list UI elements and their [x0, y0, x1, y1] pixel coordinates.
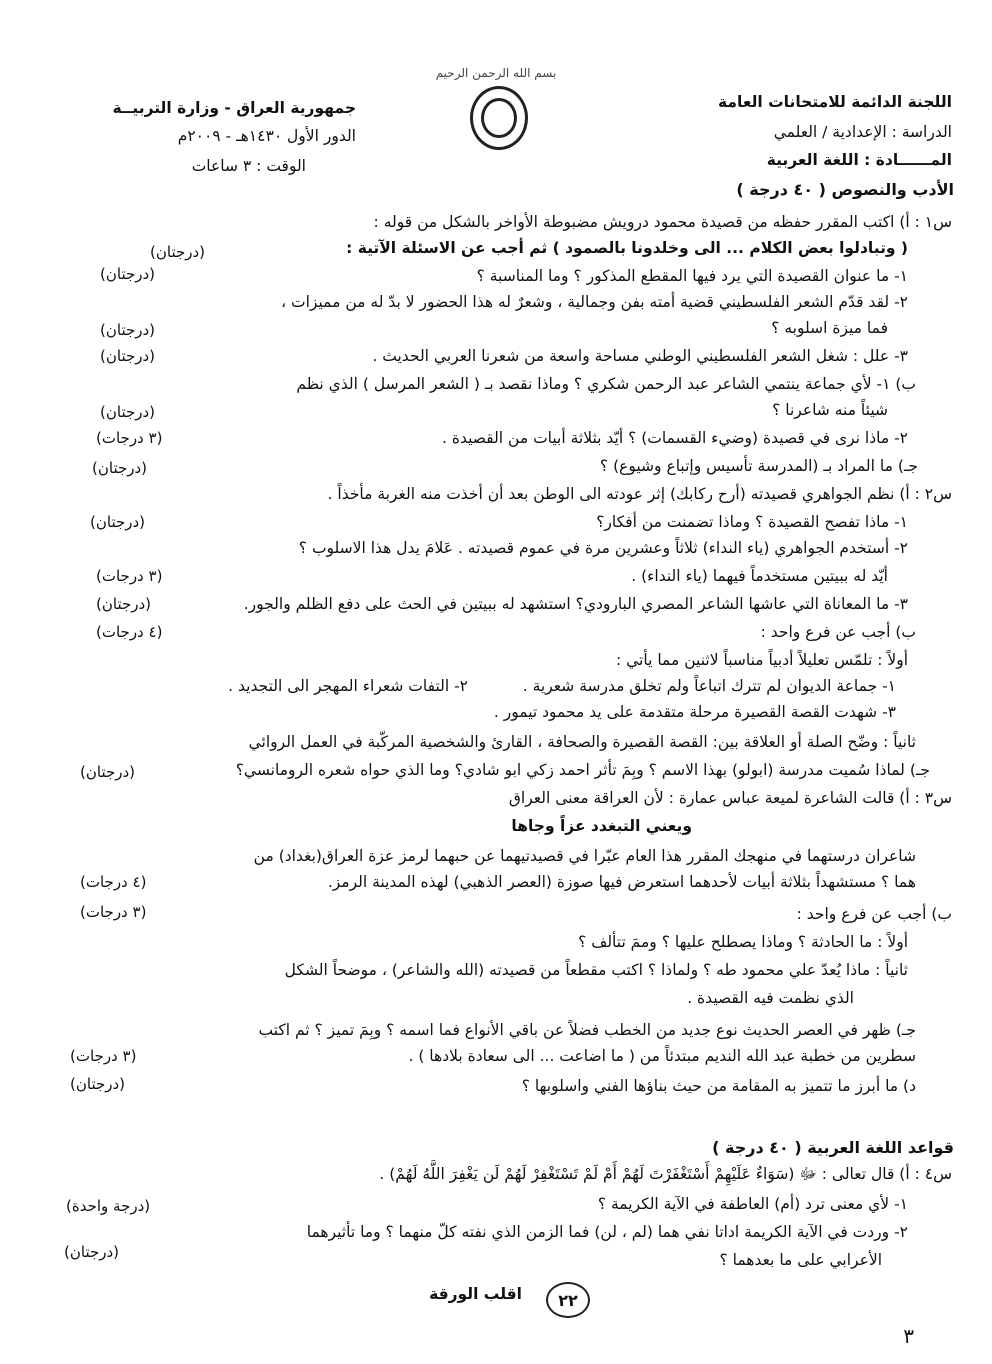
header-right-line-3: المــــــادة : اللغة العربية: [766, 151, 952, 169]
mark: (٤ درجات): [96, 623, 163, 641]
q2-a-2-cont: أيّد له ببيتين مستخدماً فيهما (ياء النداء) .: [631, 567, 888, 585]
q1-a-1: ١- ما عنوان القصيدة التي يرد فيها المقطع المذكور ؟ وما المناسبة ؟: [476, 267, 908, 285]
mark: (درجتان): [100, 347, 156, 365]
mark: (٣ درجات): [96, 567, 163, 585]
q1-b-1: ب) ١- لأي جماعة ينتمي الشاعر عبد الرحمن شكري ؟ وماذا نقصد بـ ( الشعر المرسل ) الذي نظم: [296, 375, 916, 393]
circled-number: [546, 1282, 590, 1318]
header-left-line-1: جمهورية العراق - وزارة التربيــة: [112, 99, 356, 117]
q1-a-3: ٣- علل : شغل الشعر الفلسطيني الوطني مساحة واسعة من شعرنا العربي الحديث .: [372, 347, 908, 365]
q2-b-first: أولاً : تلمّس تعليلاً أدبياً مناسباً لاثنين مما يأتي :: [615, 651, 908, 669]
q3-a-text: شاعران درستهما في منهجك المقرر هذا العام عبّرا في قصيدتيهما عن حبهما لرمز عزة العراق(بغداد) من: [253, 847, 916, 865]
q1-a-2: ٢- لقد قدّم الشعر الفلسطيني قضية أمته بفن وجمالية ، وشعرٌ له هذا الحضور لا بدّ له من مميزات ،: [281, 293, 908, 311]
q3-c: جـ) ظهر في العصر الحديث نوع جديد من الخطب فضلاً عن باقي الأنواع فما اسمه ؟ وبِمَ تميز ؟ ثم اكتب: [258, 1021, 916, 1039]
basmala: بسم الله الرحمن الرحيم: [435, 66, 557, 80]
mark: (درجتان): [100, 321, 156, 339]
mark: (درجتان): [96, 595, 152, 613]
mark: (درجتان): [90, 513, 146, 531]
mark: (درجتان): [100, 403, 156, 421]
mark: (درجتان): [92, 459, 148, 477]
q3-a: س٣ : أ) قالت الشاعرة لميعة عباس عمارة : لأن العراقة معنى العراق: [508, 789, 952, 807]
q2-b-first-3: ٣- شهدت القصة القصيرة مرحلة متقدمة على يد محمود تيمور .: [493, 703, 896, 721]
circled-number-text: ٢٢: [558, 1290, 578, 1310]
q2-c: جـ) لماذا سُميت مدرسة (ابولو) بهذا الاسم ؟ وبِمَ تأثر احمد زكي ابو شادي؟ وما الذي حواه شعره الرومانسي؟: [235, 761, 930, 779]
q3-d: د) ما أبرز ما تتميز به المقامة من حيث بناؤها الفني واسلوبها ؟: [521, 1077, 916, 1095]
q3-c-cont: سطرين من خطبة عبد الله النديم مبتدئاً من ( ما اضاعت ... الى سعادة بلادها ) .: [408, 1047, 916, 1065]
q1-b-2: ٢- ماذا نرى في قصيدة (وضيء القسمات) ؟ أيّد بثلاثة أبيات من القصيدة .: [442, 429, 908, 447]
q4-a-2-cont: الأعرابي على ما بعدهما ؟: [719, 1251, 882, 1269]
q4-a: س٤ : أ) قال تعالى : ﷻ (سَوَاءٌ عَلَيْهِمْ أَسْتَغْفَرْتَ لَهُمْ أَمْ لَمْ تَسْتَغْفِرْ لَهُمْ لَن يَغْفِرَ اللَّهُ لَهُمْ) .: [379, 1165, 952, 1183]
header-right-line-1: اللجنة الدائمة للامتحانات العامة: [718, 93, 952, 111]
q1-c: جـ) ما المراد بـ (المدرسة تأسيس وإتباع وشيوع) ؟: [599, 457, 918, 475]
q3-b-first: أولاً : ما الحادثة ؟ وماذا يصطلح عليها ؟ وممَ تتألف ؟: [578, 933, 908, 951]
section-title-literature: الأدب والنصوص ( ٤٠ درجة ): [736, 180, 954, 199]
q2-b: ب) أجب عن فرع واحد :: [760, 623, 916, 641]
mark: (٣ درجات): [70, 1047, 137, 1065]
q3-b-second-cont: الذي نظمت فيه القصيدة .: [687, 989, 854, 1007]
q1-a-excerpt: ( وتبادلوا بعض الكلام ... الى وخلدونا بالصمود ) ثم أجب عن الاسئلة الآتية :: [346, 239, 908, 257]
mark: (درجتان): [64, 1243, 120, 1261]
q3-b: ب) أجب عن فرع واحد :: [796, 905, 952, 923]
q4-a-1: ١- لأي معنى ترد (أم) العاطفة في الآية الكريمة ؟: [597, 1195, 908, 1213]
mark: (٤ درجات): [80, 873, 147, 891]
q2-b-first-1: ١- جماعة الديوان لم تترك اتباعاً ولم تخلق مدرسة شعرية .: [522, 677, 896, 695]
ministry-emblem-icon: [470, 86, 528, 150]
q3-b-second: ثانياً : ماذا يُعدّ علي محمود طه ؟ ولماذا ؟ اكتب مقطعاً من قصيدته (الله والشاعر) ، موضحاً الشكل: [284, 961, 908, 979]
header-right-line-2: الدراسة : الإعدادية / العلمي: [773, 123, 952, 141]
mark: (درجتان): [80, 763, 136, 781]
q2-b-second: ثانياً : وضّح الصلة أو العلاقة بين: القصة القصيرة والصحافة ، القارئ والشخصية المركّبة في العمل الروائي: [248, 733, 916, 751]
mark: (٣ درجات): [96, 429, 163, 447]
header-left-line-3: الوقت : ٣ ساعات: [191, 157, 306, 175]
q3-a-verse: ويعني التبغدد عزاً وجاها: [511, 817, 692, 835]
q2-a: س٢ : أ) نظم الجواهري قصيدته (أرح ركابك) إثر عودته الى الوطن بعد أن أخذت منه الغربة مأخذاً .: [327, 485, 952, 503]
q2-a-3: ٣- ما المعاناة التي عاشها الشاعر المصري البارودي؟ استشهد له ببيتين في الحث على دفع الظلم والجور.: [243, 595, 908, 613]
page-number: ٣: [903, 1324, 914, 1348]
q2-b-first-2: ٢- التفات شعراء المهجر الى التجديد .: [228, 677, 468, 695]
header-left-line-2: الدور الأول ١٤٣٠هـ - ٢٠٠٩م: [177, 127, 356, 145]
q1-a-2-cont: فما ميزة اسلوبه ؟: [771, 319, 888, 337]
q2-a-2: ٢- أستخدم الجواهري (ياء النداء) ثلاثاً وعشرين مرة في عموم قصيدته . عَلامَ يدل هذا الاسلوب ؟: [298, 539, 908, 557]
mark: (درجة واحدة): [66, 1197, 151, 1215]
q2-a-1: ١- ماذا تفصح القصيدة ؟ وماذا تضمنت من أفكار؟: [596, 513, 908, 531]
section-title-grammar: قواعد اللغة العربية ( ٤٠ درجة ): [712, 1138, 954, 1157]
turn-page-note: اقلب الورقة: [429, 1285, 522, 1303]
q1-a: س١ : أ) اكتب المقرر حفظه من قصيدة محمود درويش مضبوطة الأواخر بالشكل من قوله :: [373, 213, 952, 231]
q1-b-1-cont: شيئاً منه شاعرنا ؟: [772, 401, 888, 419]
mark: (درجتان): [100, 265, 156, 283]
mark: (درجتان): [70, 1075, 126, 1093]
q4-a-2: ٢- وردت في الآية الكريمة اداتا نفي هما (لم ، لن) فما الزمن الذي نفته كلّ منهما ؟ وما تأثيرهما: [306, 1223, 908, 1241]
mark: (درجتان): [150, 243, 206, 261]
mark: (٣ درجات): [80, 903, 147, 921]
q3-a-text-cont: هما ؟ مستشهداً بثلاثة أبيات لأحدهما استعرض فيها صوزة (العصر الذهبي) لهذه المدينة الرمز.: [327, 873, 916, 891]
